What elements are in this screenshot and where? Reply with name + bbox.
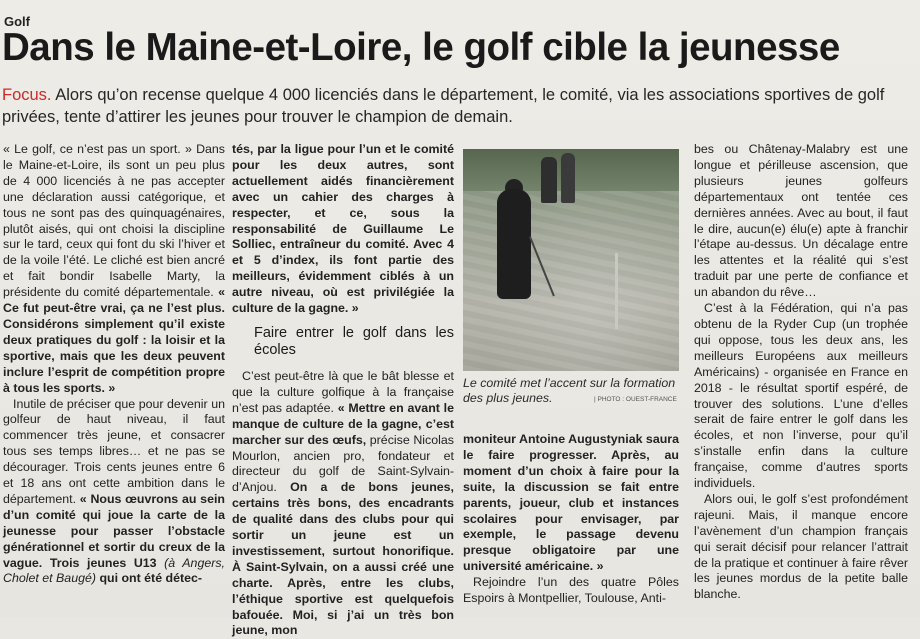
section-label: Golf xyxy=(4,14,30,29)
paragraph: Rejoindre l’un des quatre Pôles Espoirs à Montpellier, Toulouse, Anti- xyxy=(463,575,679,606)
photo-green xyxy=(463,191,679,371)
paragraph: tés, par la ligue pour l’un et le comité pour les deux autres, sont actuellement aidés financièrement avec un cahier des charges à respecter, et ce, sous la responsabilité de Guillaume Le Solliec, entraîneur du comité. Avec 4 et 5 d’index, ils font partie des meilleurs, évidemment ciblés à un autre niveau, où est privilégiée la culture de la gagne. » xyxy=(232,142,454,316)
paragraph: Inutile de préciser que pour devenir un golfeur de haut niveau, il faut commencer très jeune, et consacrer tous ses temps libres… et ne pas se décourager. Trois cents jeunes entre 6 et 18 ans ont cette ambition dans le département. « Nous œuvrons au sein d’un comité qui joue la carte de la jeunesse pour passer l’obstacle générationnel et sortir du creux de la vague. Trois jeunes U13 (à Angers, Cholet et Baugé) qui ont été détec- xyxy=(3,396,225,586)
article-column-1 xyxy=(3,142,225,587)
focus-label: Focus. xyxy=(2,86,52,104)
article-column-3 xyxy=(463,432,679,607)
paragraph: moniteur Antoine Augustyniak saura le faire progresser. Après, au moment d’un choix à faire pour la suite, la discussion se fait entre parents, joueur, club et instances scolaires pour envisager, par exemple, le passage devenu presque obligatoire par une université américaine. » xyxy=(463,432,679,574)
lead-text: Alors qu’on recense quelque 4 000 licenciés dans le département, le comité, via les associations sportives de golf privées, tente d’attirer les jeunes pour trouver le champion de demain. xyxy=(2,86,885,126)
subheading: Faire entrer le golf dans les écoles xyxy=(254,324,454,358)
headline: Dans le Maine-et-Loire, le golf cible la jeunesse xyxy=(2,26,840,69)
paragraph: « Le golf, ce n’est pas un sport. » Dans le Maine-et-Loire, ils sont un peu plus de 4 000 licenciés à ne pas accepter une déclaration aussi catégorique, et tous ne sont pas des quinquagénaires, plutôt aisés, qui ont choisi la discipline sur le tard, ceux qui font du ski l’hiver et de la voile l’été. Le cliché est bien ancré et fait bondir Isabelle Marty, la présidente du comité départementale. « Ce fut peut-être vrai, ça ne l’est plus. Considérons simplement qu’il existe deux pratiques du golf : la loisir et la sportive, mais que les deux peuvent inclure l’esprit de compétition propre à tous les sports. » xyxy=(3,142,225,395)
paragraph: C’est peut-être là que le bât blesse et que la culture golfique à la française n’est pas adaptée. « Mettre en avant le manque de culture de la gagne, c’est marcher sur des œufs, précise Nicolas Mourlon, ancien pro, fondateur et directeur du golf de Saint-Sylvain-d’Anjou. On a de bons jeunes, certains très bons, des encadrants de qualité dans des clubs pour qui sortir un jeune est un investissement, surtout honorifique. À Saint-Sylvain, on a aussi créé une charte. Après, entre les clubs, l’éthique sportive est quelquefois bafouée. Moi, si j’ai un très bon jeune, mon xyxy=(232,368,454,638)
paragraph: bes ou Châtenay-Malabry est une longue et périlleuse ascension, que plusieurs jeunes golfeurs départementaux ont tentée ces dernières années. Avec au bout, il faut le dire, aucun(e) élu(e) apte à franchir l’étape au-dessus. Un décalage entre les attentes et la réalité qui s’est traduit par une perte de confiance et un abandon du rêve… xyxy=(694,142,908,300)
lead-paragraph xyxy=(2,84,907,128)
article-column-2 xyxy=(232,142,454,639)
photo-credit: | PHOTO : OUEST-FRANCE xyxy=(594,396,677,403)
photo-person xyxy=(561,153,575,203)
article-column-4 xyxy=(694,142,908,603)
paragraph: C’est à la Fédération, qui n’a pas obtenu de la Ryder Cup (un trophée qui oppose, tous les deux ans, les meilleurs Européens aux meilleurs Américains) - organisée en France en 2018 - le résultat sportif espéré, de trouver des solutions. L’une d’elles serait de faire entrer le golf dans les écoles, et non l’inverse, pour qu’il s’installe enfin dans la culture française, comme d’autres sports individuels. xyxy=(694,301,908,491)
golf-photo xyxy=(463,149,679,371)
photo-flagstick xyxy=(615,253,618,329)
paragraph: Alors oui, le golf s’est profondément rajeuni. Mais, il manque encore l’avènement d’un champion français qui serait décisif pour relancer l’attrait de la pratique et continuer à faire rêver les jeunes mordus de la petite balle blanche. xyxy=(694,491,908,602)
photo-person xyxy=(541,157,557,203)
photo-player xyxy=(497,189,531,299)
photo-caption: Le comité met l’accent sur la formation des plus jeunes. xyxy=(463,376,676,405)
